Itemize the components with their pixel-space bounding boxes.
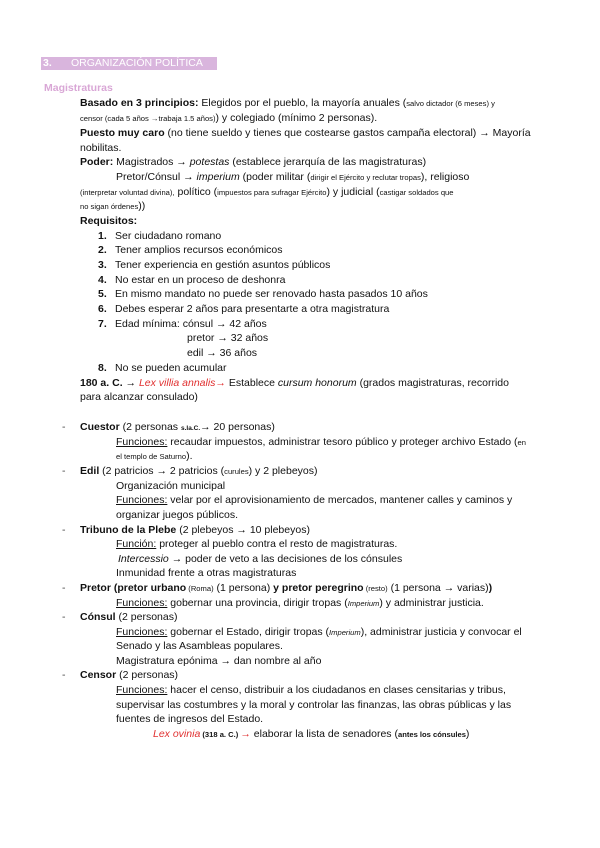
requisito-item: 6. Debes esperar 2 años para presentarte a otra magistratura — [98, 303, 390, 315]
requisito-item: 8. No se pueden acumular — [98, 362, 227, 374]
bullet-dash: - — [62, 524, 66, 536]
cuestor-funciones-2: el templo de Saturno). — [116, 450, 193, 462]
censor-lex-ovinia: Lex ovinia (318 a. C.) → elaborar la lista de senadores (antes los cónsules) — [153, 728, 470, 740]
pretor-funciones: Funciones: gobernar una provincia, dirigir tropas (Imperium) y administrar justicia. — [116, 597, 484, 609]
edil-organizacion: Organización municipal — [116, 480, 226, 492]
section-heading — [41, 57, 217, 70]
bullet-dash: - — [62, 669, 66, 681]
consul-funciones-2: Senado y las Asambleas populares. — [116, 640, 283, 652]
requisito-item: 2. Tener amplios recursos económicos — [98, 244, 283, 256]
poder-line-4: no sigan órdenes)) — [80, 200, 146, 212]
lex-villia-line-1: 180 a. C. → Lex villia annalis→ Establece cursum honorum (grados magistraturas, recorrido — [80, 377, 509, 389]
consul-eponima: Magistratura epónima → dan nombre al año — [116, 655, 322, 667]
principios-line-1: Basado en 3 principios: Elegidos por el pueblo, la mayoría anuales (salvo dictador (6 meses) y — [80, 97, 495, 109]
consul-title: Cónsul (2 personas) — [80, 611, 178, 623]
requisito-item: 4. No estar en un proceso de deshonra — [98, 274, 286, 286]
censor-funciones-2: supervisar las costumbres y la moral y controlar las finanzas, las obras públicas y las — [116, 699, 512, 711]
principios-line-2: censor (cada 5 años →trabaja 1.5 años)) y colegiado (mínimo 2 personas). — [80, 112, 378, 124]
caro-line-2: nobilitas. — [80, 142, 122, 154]
bullet-dash: - — [62, 421, 66, 433]
lex-villia-line-2: para alcanzar consulado) — [80, 391, 198, 403]
edil-funciones: Funciones: velar por el aprovisionamiento de mercados, mantener calles y caminos y — [116, 494, 513, 506]
requisito-item: 7. Edad mínima: cónsul → 42 años — [98, 318, 267, 330]
censor-funciones-3: fuentes de ingresos del Estado. — [116, 713, 264, 725]
edil-funciones-2: organizar juegos públicos. — [116, 509, 238, 521]
consul-funciones: Funciones: gobernar el Estado, dirigir tropas (Imperium), administrar justicia y convocar el — [116, 626, 522, 638]
tribuno-inmunidad: Inmunidad frente a otras magistraturas — [116, 567, 297, 579]
edil-title: Edil (2 patricios → 2 patricios (curules) y 2 plebeyos) — [80, 465, 318, 477]
tribuno-funcion: Función: proteger al pueblo contra el resto de magistraturas. — [116, 538, 398, 550]
poder-line-1: Poder: Magistrados → potestas (establece jerarquía de las magistraturas) — [80, 156, 427, 168]
poder-line-2: Pretor/Cónsul → imperium (poder militar (dirigir el Ejército y reclutar tropas), religioso — [116, 171, 470, 183]
requisito-item: 5. En mismo mandato no puede ser renovado hasta pasados 10 años — [98, 288, 428, 300]
subtitle-magistraturas: Magistraturas — [44, 82, 113, 94]
bullet-dash: - — [62, 611, 66, 623]
bullet-dash: - — [62, 465, 66, 477]
requisito-item: 1. Ser ciudadano romano — [98, 230, 222, 242]
tribuno-title: Tribuno de la Plebe (2 plebeyos → 10 plebeyos) — [80, 524, 310, 536]
censor-title: Censor (2 personas) — [80, 669, 179, 681]
requisito-item: 3. Tener experiencia en gestión asuntos públicos — [98, 259, 331, 271]
bullet-dash: - — [62, 582, 66, 594]
poder-line-3: (interpretar voluntad divina), político (impuestos para sufragar Ejército) y judicial (castigar soldados que — [80, 186, 454, 198]
section-title: ORGANIZACIÓN POLÍTICA — [71, 57, 203, 69]
caro-line-1: Puesto muy caro (no tiene sueldo y tienes que costearse gastos campaña electoral) → Mayoría — [80, 127, 531, 139]
censor-funciones: Funciones: hacer el censo, distribuir a los ciudadanos en clases censitarias y tribus, — [116, 684, 506, 696]
edad-pretor: pretor → 32 años — [187, 332, 269, 344]
requisitos-label: Requisitos: — [80, 215, 138, 227]
tribuno-intercessio: Intercessio → poder de veto a las decisiones de los cónsules — [118, 553, 403, 565]
cuestor-funciones: Funciones: recaudar impuestos, administrar tesoro público y proteger archivo Estado (en — [116, 436, 526, 448]
edad-edil: edil → 36 años — [187, 347, 258, 359]
cuestor-title: Cuestor (2 personas s.Ia.C.→ 20 personas) — [80, 421, 275, 433]
section-number: 3. — [43, 57, 52, 69]
pretor-title: Pretor (pretor urbano (Roma) (1 persona) y pretor peregrino (resto) (1 persona → varias)) — [80, 582, 493, 594]
